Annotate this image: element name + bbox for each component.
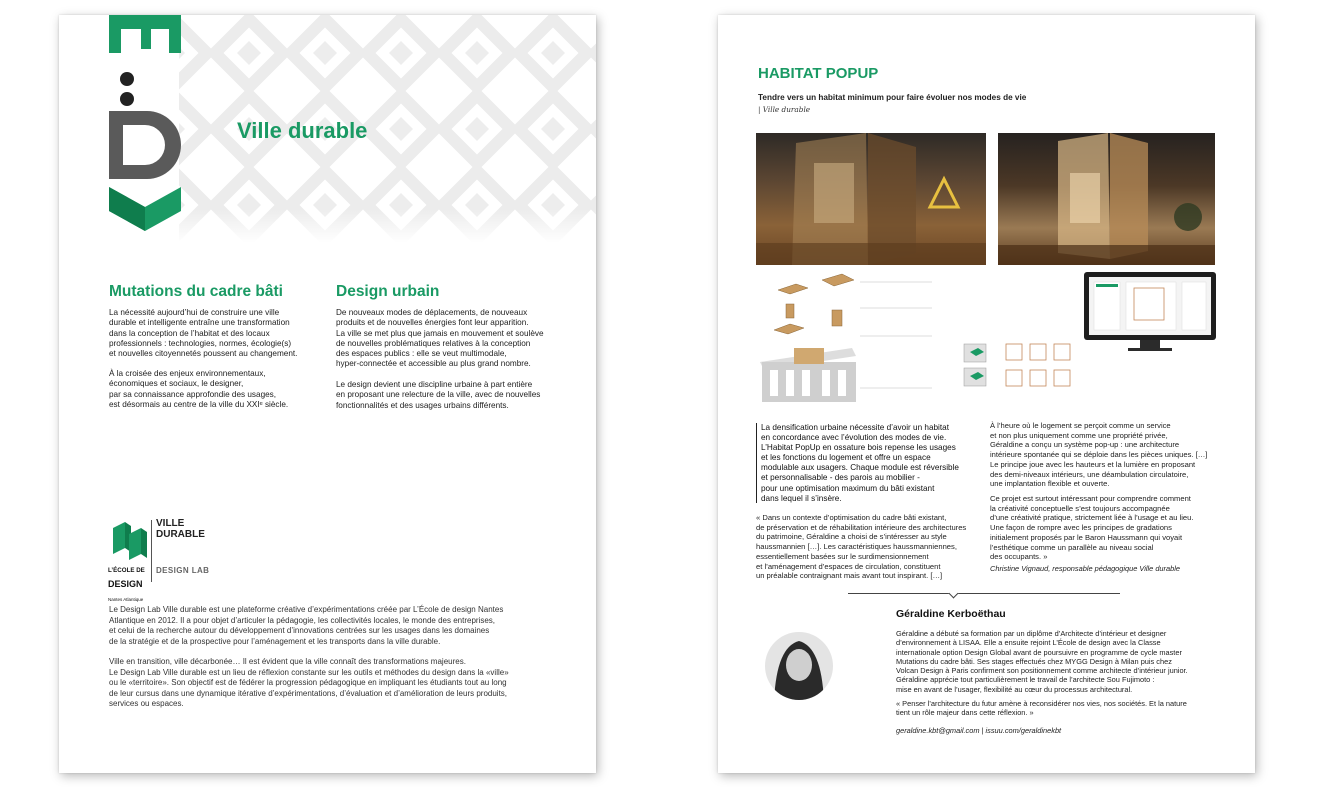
designer-contact: geraldine.kbt@gmail.com | issuu.com/geraldinekbt — [896, 726, 1062, 735]
lead-paragraph: La densification urbaine nécessite d’avoir un habitat en concordance avec l’évolution des modes de vie. L’Habitat PopUp en ossature bois repense les usages et les fonctions du logement et offre un espace modulable aux usagers. Chaque module est réversible et personnalisable - des parois au mobilier - pour une optimisation maximum du bâti existant dans lequel il s’insère. — [761, 423, 959, 503]
school-big: DESIGN — [108, 579, 143, 589]
intro-paragraph: Ville en transition, ville décarbonée… Il est évident que la ville connaît des transformations majeures. Le Design Lab Ville durable est un lieu de réflexion constante sur les outils et méthodes du design dans la «ville» ou le «territoire». Son objectif est de fédérer la progression pédagogique en impliquant les étudiants tout au long de leur cursus dans une dynamique itérative d’expérimentations, d’évaluation et d’amélioration de leurs produits, services ou espaces. — [109, 657, 509, 709]
school-name — [108, 560, 145, 603]
project-subtitle: Tendre vers un habitat minimum pour faire évoluer nos modes de vie — [758, 93, 1027, 102]
design-lab-title: VILLE DURABLE — [156, 518, 205, 540]
body-paragraph: À l’heure où le logement se perçoit comme un service et non plus uniquement comme une propriété privée, Géraldine a conçu un système pop-up : une architecture intérieure spontanée qui se déploie dans les pièces uniques. […] Le principe joue avec les hauteurs et la lumière en proposant des demi-niveaux intérieurs, une déambulation circulatoire, une implantation flexible et ouverte. — [990, 421, 1208, 489]
column-paragraph: À la croisée des enjeux environnementaux, économiques et sociaux, le designer, par sa connaissance approfondie des usages, est désormais au centre de la ville du XXIᵉ siècle. — [109, 369, 289, 409]
school-line: L’ÉCOLE DE — [108, 567, 145, 574]
designer-portrait-photo — [764, 623, 834, 717]
brochure-page-right — [718, 15, 1255, 773]
designer-name: Géraldine Kerboëthau — [896, 608, 1006, 620]
section-divider — [848, 593, 1120, 594]
school-city: Nantes Atlantique — [108, 597, 144, 602]
divider-notch — [949, 589, 959, 599]
designer-bio: Géraldine a débuté sa formation par un diplôme d’Architecte d’intérieur et designer d’environnement à LISAA. Elle a ensuite rejoint L’École de design avec la Classe internationale option Design Global avant de poursuivre en programme de cycle master Mutations du cadre bâti. Ses stages effectués chez MYGG Design à Milan puis chez Volcan Design à Paris confirment son positionnement comme architecte d’intérieur junior. Géraldine apprécie tout particulièrement le travail de l’architecte Sou Fujimoto : mise en avant de l’usager, flexibilité au cœur du processus architectural. — [896, 629, 1188, 694]
logo-divider — [151, 520, 152, 582]
page-title: Ville durable — [237, 118, 368, 143]
intro-paragraph: Le Design Lab Ville durable est une plateforme créative d’expérimentations créée par L’École de design Nantes Atlantique en 2012. Il a pour objet d’articuler la pédagogie, les collectivités locales, le monde des entreprises, et celui de la recherche autour du développement d’innovations centrées sur les usages dans les domaines de la stratégie et de la prospective pour l’aménagement et les transports dans la ville durable. — [109, 605, 504, 646]
lead-paragraph-rule — [756, 423, 757, 503]
body-paragraph: Ce projet est surtout intéressant pour comprendre comment la créativité conceptuelle s’est toujours accompagnée d’une créativité pratique, strictement liée à l’usage et au lieu. Une façon de rompre avec les principes de gradations initialement proposés par le Baron Haussmann qui voyait l’esthétique comme un parallèle au niveau social des occupants. » — [990, 494, 1194, 562]
column-heading-mutations: Mutations du cadre bâti — [109, 283, 283, 300]
interior-render-photo-2 — [998, 133, 1215, 265]
brochure-page-left — [59, 15, 596, 773]
column-paragraph: La nécessité aujourd’hui de construire une ville durable et intelligente entraîne une transformation dans la conception de l’habitat et des locaux professionnels : technologies, normes, écologie(s) et nouvelles citoyennetés poussent au changement. — [109, 308, 298, 359]
project-tag: | Ville durable — [758, 105, 811, 114]
interior-render-illustration — [756, 133, 986, 265]
monitor-mockup — [1082, 270, 1218, 356]
designer-quote: « Penser l’architecture du futur amène à reconsidérer nos vies, nos sociétés. Et la nature tient un rôle majeur dans cette réflexion. » — [896, 699, 1187, 718]
interior-render-photo-1 — [756, 133, 986, 265]
column-heading-design-urbain: Design urbain — [336, 283, 440, 300]
ed-logo-graphic — [107, 15, 187, 235]
teacher-quote: « Dans un contexte d’optimisation du cadre bâti existant, de préservation et de réhabilitation intérieure des architectures du patrimoine, Géraldine a choisi de s’intéresser au style haussmannien […]. Les caractéristiques haussmanniennes, essentiellement basées sur le surdimensionnement et l’aménagement d’espaces de circulation, constituent un préalable contraignant mais avant tout inspirant. […] — [756, 513, 967, 581]
column-paragraph: Le design devient une discipline urbaine à part entière en proposant une relecture de la ville, avec de nouvelles fonctionnalités et des usages urbains différents. — [336, 380, 541, 410]
interior-render-illustration — [998, 133, 1215, 265]
column-paragraph: De nouveaux modes de déplacements, de nouveaux produits et de nouvelles énergies font leur apparition. La ville se met plus que jamais en mouvement et soulève de nouvelles problématiques relatives à la conception des espaces publics : elle se veut multimodale, hyper-connectée et accessible au plus grand nombre. — [336, 308, 544, 369]
design-lab-label: DESIGN LAB — [156, 566, 210, 575]
quote-attribution: Christine Vignaud, responsable pédagogique Ville durable — [990, 564, 1180, 573]
project-title: HABITAT POPUP — [758, 65, 879, 82]
